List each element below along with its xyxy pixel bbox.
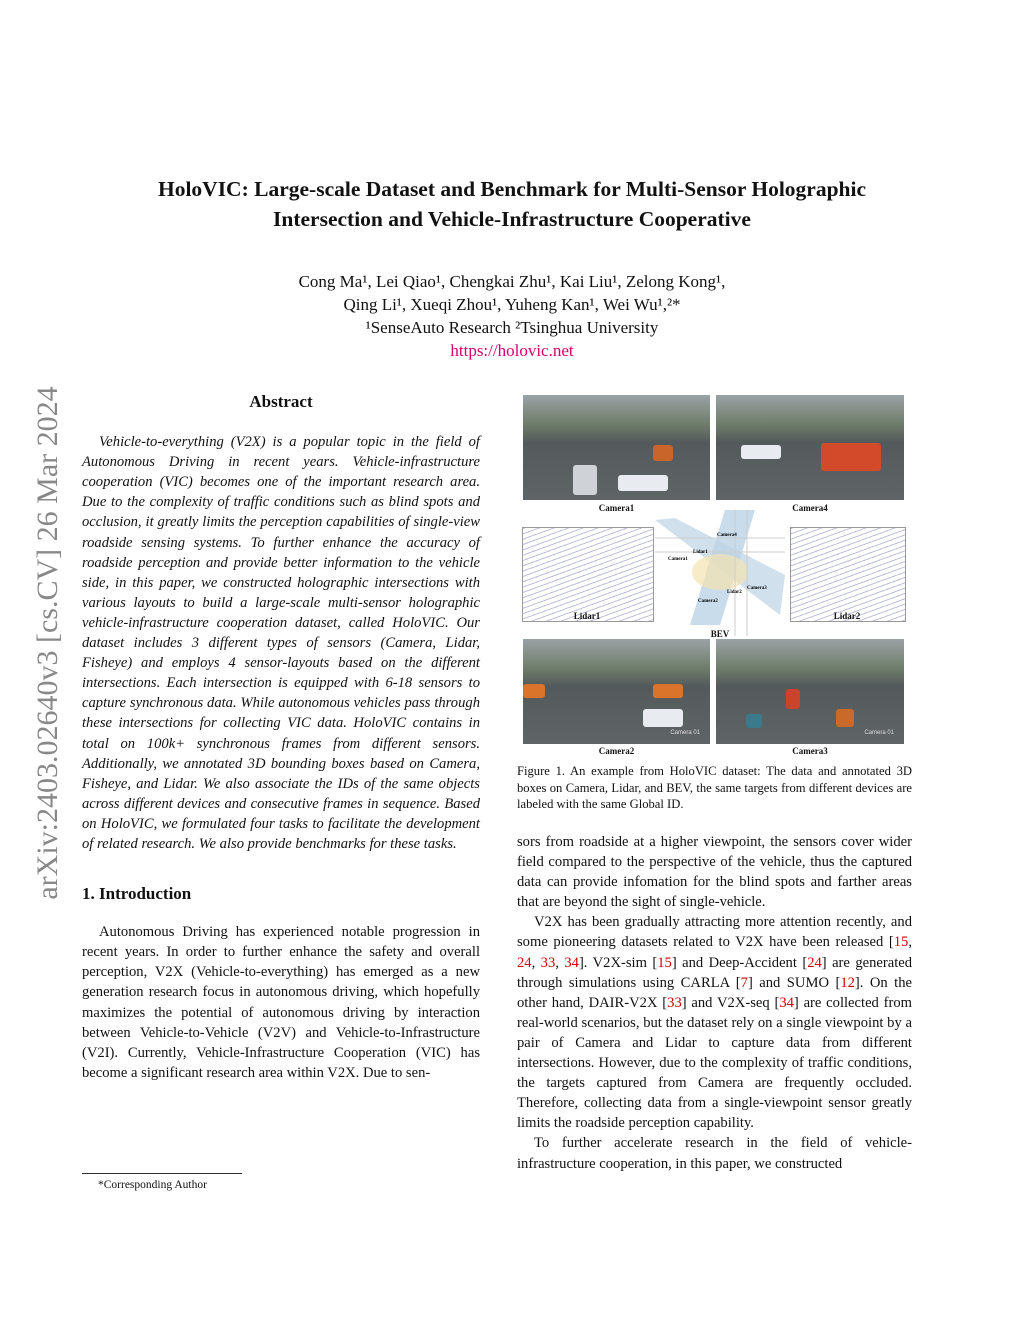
figure-label: Camera4 bbox=[792, 503, 828, 513]
author-block bbox=[60, 270, 964, 362]
text: , bbox=[908, 934, 912, 951]
bev-view bbox=[655, 510, 785, 636]
title-line: HoloVIC: Large-scale Dataset and Benchmark for Multi-Sensor Holographic bbox=[157, 177, 867, 201]
affiliations: ¹SenseAuto Research ²Tsinghua University bbox=[365, 318, 659, 337]
abstract-heading: Abstract bbox=[249, 392, 313, 411]
footnote: *Corresponding Author bbox=[98, 1179, 207, 1191]
abstract-text: Vehicle-to-everything (V2X) is a popular topic in the field of Autonomous Driving in recent years. Vehicle-infrastructure cooperation (VIC) becomes one of the important research area. Due to the complexity of traffic conditions such as blind spots and occlusion, it greatly limits the perception capabilities of single-view roadside sensing systems. To further enhance the accuracy of roadside perception and provide better information to the vehicle side, in this paper, we constructed holographic intersections with various layouts to build a large-scale multi-sensor holographic vehicle-infrastructure cooperation dataset, called HoloVIC. Our dataset includes 3 different types of sensors (Camera, Lidar, Fisheye) and employs 4 sensor-layouts based on the different intersections. Each intersection is equipped with 6-18 sensors to capture synchronous data. While autonomous vehicles pass through these intersections for collecting VIC data. HoloVIC contains in total on 100k+ synchronous frames from different sensors. Additionally, we annotated 3D bounding boxes based on Camera, Fisheye, and Lidar. We also associate the IDs of the same objects across different devices and consecutive frames in sequence. Based on HoloVIC, we formulated four tasks to facilitate the development of related research. We also provide benchmarks for these tasks. bbox=[82, 434, 480, 852]
paragraph bbox=[517, 912, 912, 1133]
right-column bbox=[517, 832, 912, 1174]
project-link[interactable]: https://holovic.net bbox=[450, 341, 574, 360]
citation[interactable]: 33 bbox=[540, 954, 556, 971]
title-line: Intersection and Vehicle-Infrastructure Cooperative bbox=[273, 207, 751, 231]
bev-diagram bbox=[655, 510, 785, 636]
figure-label: BEV bbox=[710, 629, 730, 639]
camera1-image bbox=[523, 395, 710, 500]
camera3-image bbox=[716, 639, 904, 744]
paragraph: sors from roadside at a higher viewpoint, the sensors cover wider field compared to the perspective of the vehicle, thus the captured data can provide infomation for the blind spots and farther areas that are beyond the sight of single-vehicle. bbox=[517, 834, 912, 911]
text: ]. On the other hand, DAIR-V2X [ bbox=[517, 974, 912, 1011]
citation[interactable]: 34 bbox=[779, 994, 794, 1011]
text: ] and SUMO [ bbox=[747, 974, 841, 991]
citation[interactable]: 12 bbox=[840, 974, 855, 991]
citation[interactable]: 15 bbox=[893, 934, 909, 951]
camera4-image bbox=[716, 395, 904, 500]
bev-label: Lidar2 bbox=[727, 590, 742, 595]
lidar1-pointcloud bbox=[522, 527, 654, 622]
citation[interactable]: 33 bbox=[667, 994, 682, 1011]
figure-label: Camera2 bbox=[598, 746, 635, 756]
camera-watermark: Camera 01 bbox=[670, 730, 700, 736]
bev-label: Camera1 bbox=[668, 557, 688, 562]
paper-title bbox=[60, 174, 964, 234]
citation[interactable]: 24 bbox=[517, 954, 532, 971]
figure-label: Camera1 bbox=[598, 503, 635, 513]
bev-label: Lidar1 bbox=[693, 550, 708, 555]
paragraph: To further accelerate research in the field of vehicle-infrastructure cooperation, in this paper, we constructed bbox=[517, 1135, 912, 1172]
text: ] are generated through simulations using CARLA [ bbox=[517, 954, 913, 991]
bev-label: Camera4 bbox=[717, 533, 737, 538]
figure-label: Camera3 bbox=[792, 746, 828, 756]
text: ]. V2X-sim [ bbox=[578, 954, 658, 971]
text: ] are collected from real-world scenarios, but the dataset rely on a single viewpoint by a pair of Camera and Lidar to capture data from different intersections. However, due to the complexity of traffic conditions, the targets captured from Camera are frequently occluded. Therefore, collecting data from a single-viewpoint sensor greatly limits the roadside perception capability. bbox=[517, 994, 912, 1132]
text: , bbox=[555, 954, 565, 971]
citation[interactable]: 15 bbox=[657, 954, 672, 971]
camera-watermark: Camera 01 bbox=[864, 730, 894, 736]
text: ] and V2X-seq [ bbox=[681, 994, 780, 1011]
text: ] and Deep-Accident [ bbox=[671, 954, 808, 971]
bev-label: Camera2 bbox=[698, 599, 718, 604]
paragraph: Autonomous Driving has experienced notable progression in recent years. In order to further enhance the safety and overall perception, V2X (Vehicle-to-everything) has emerged as a new generation research focus in autonomous driving, which hopefully maximizes the potential of autonomous driving by interaction between Vehicle-to-Vehicle (V2V) and Vehicle-to-Infrastructure (V2I). Currently, Vehicle-Infrastructure Cooperation (VIC) has become a significant research area within V2X. Due to sen- bbox=[82, 924, 480, 1081]
citation[interactable]: 7 bbox=[740, 974, 748, 991]
citation[interactable]: 24 bbox=[807, 954, 822, 971]
figure-label: Lidar2 bbox=[833, 611, 861, 621]
bev-label: Camera3 bbox=[747, 586, 767, 591]
camera2-image bbox=[523, 639, 710, 744]
figure-caption: Figure 1. An example from HoloVIC dataset: The data and annotated 3D boxes on Camera, Lidar, and BEV, the same targets from different devices are labeled with the same Global ID. bbox=[517, 764, 912, 811]
text: , bbox=[531, 954, 541, 971]
section-heading: 1. Introduction bbox=[82, 884, 192, 904]
authors: Cong Ma¹, Lei Qiao¹, Chengkai Zhu¹, Kai Liu¹, Zelong Kong¹, bbox=[298, 272, 726, 291]
footnote-rule bbox=[82, 1173, 242, 1174]
arxiv-identifier: arXiv:2403.02640v3 [cs.CV] 26 Mar 2024 bbox=[31, 386, 64, 900]
left-column bbox=[82, 392, 480, 1083]
authors: Qing Li¹, Xueqi Zhou¹, Yuheng Kan¹, Wei Wu¹,²* bbox=[343, 295, 681, 314]
citation[interactable]: 34 bbox=[564, 954, 579, 971]
lidar2-pointcloud bbox=[790, 527, 906, 622]
text: V2X has been gradually attracting more attention recently, and some pioneering datasets related to V2X have been released [ bbox=[517, 914, 912, 951]
figure-label: Lidar1 bbox=[573, 611, 601, 621]
